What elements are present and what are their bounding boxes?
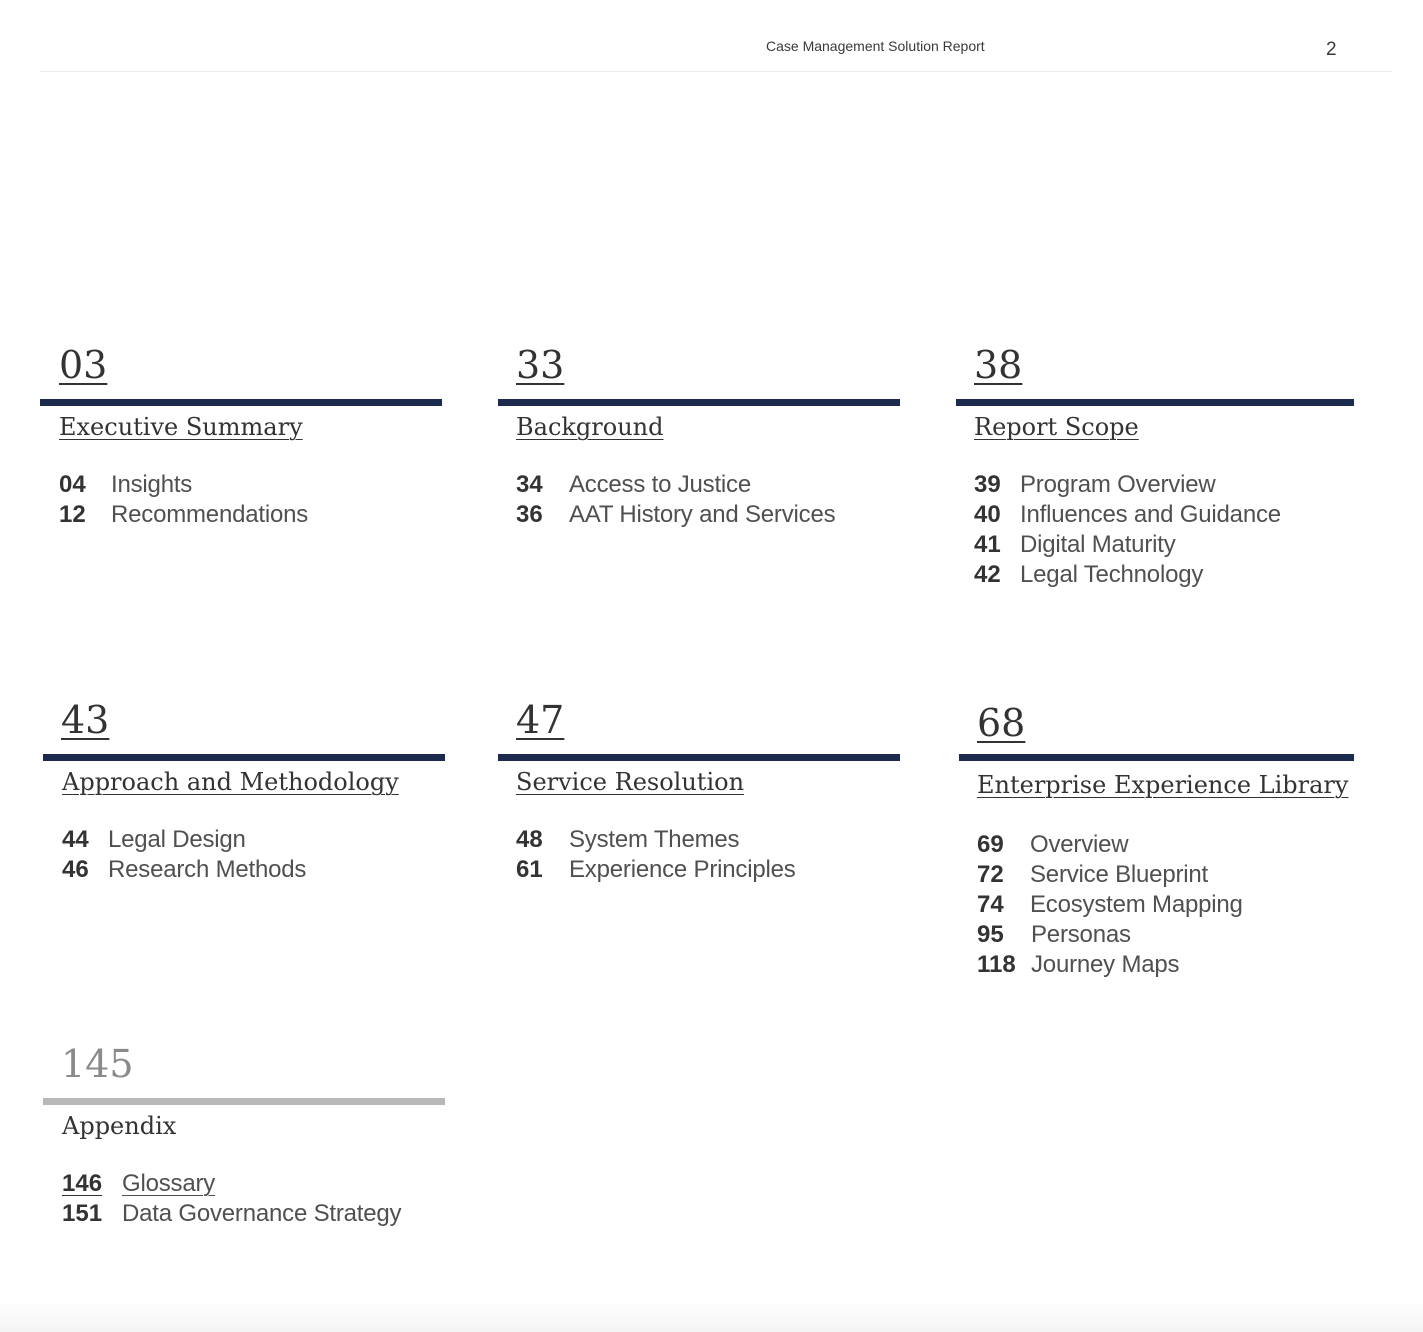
header-divider (40, 71, 1392, 72)
toc-item-page: 69 (977, 831, 1004, 858)
toc-item-label: System Themes (569, 826, 740, 853)
toc-item-page: 42 (974, 561, 1001, 588)
toc-item-label: Glossary (122, 1170, 216, 1197)
section-divider-bar (498, 754, 900, 761)
toc-item-page: 39 (974, 471, 1001, 498)
toc-item-page: 36 (516, 501, 543, 528)
toc-item-page: 46 (62, 856, 89, 883)
toc-item-label: Service Blueprint (1030, 861, 1209, 888)
page-bottom-shade (0, 1300, 1423, 1332)
toc-item-page: 34 (516, 471, 543, 498)
toc-item-page: 41 (974, 531, 1001, 558)
section-title[interactable]: Service Resolution (516, 768, 745, 796)
section-page-number: 145 (61, 1042, 134, 1086)
toc-item-page: 146 (62, 1170, 103, 1197)
toc-item-page: 74 (977, 891, 1004, 918)
section-page-number[interactable]: 33 (516, 343, 565, 387)
toc-item-page: 04 (59, 471, 86, 498)
section-page-number[interactable]: 68 (977, 701, 1026, 745)
section-divider-bar (43, 1098, 445, 1105)
toc-item-label: Insights (111, 471, 193, 498)
toc-item-label: Research Methods (108, 856, 307, 883)
section-divider-bar (498, 399, 900, 406)
toc-item-page: 44 (62, 826, 89, 853)
section-title: Appendix (62, 1112, 177, 1140)
report-title: Case Management Solution Report (766, 38, 985, 54)
section-page-number[interactable]: 38 (974, 343, 1023, 387)
section-page-number[interactable]: 47 (516, 698, 565, 742)
page-number: 2 (1326, 39, 1337, 60)
section-title[interactable]: Approach and Methodology (62, 768, 399, 796)
toc-item-label: Journey Maps (1031, 951, 1180, 978)
toc-item-label: Legal Technology (1020, 561, 1204, 588)
section-divider-bar (43, 754, 445, 761)
toc-item-page: 40 (974, 501, 1001, 528)
toc-item-label: Experience Principles (569, 856, 796, 883)
toc-item-page: 48 (516, 826, 543, 853)
section-title[interactable]: Enterprise Experience Library (977, 771, 1349, 799)
toc-item-label: Access to Justice (569, 471, 752, 498)
toc-item-label: Recommendations (111, 501, 309, 528)
section-divider-bar (40, 399, 442, 406)
toc-item-page: 151 (62, 1200, 103, 1227)
toc-item-label: Program Overview (1020, 471, 1216, 498)
section-divider-bar (956, 399, 1354, 406)
toc-item-label: Influences and Guidance (1020, 501, 1281, 528)
toc-item-page: 61 (516, 856, 543, 883)
toc-item-page: 118 (977, 951, 1016, 978)
toc-item-label: Overview (1030, 831, 1129, 858)
toc-item-label: Personas (1031, 921, 1131, 948)
toc-item-label: Data Governance Strategy (122, 1200, 402, 1227)
toc-item-page: 95 (977, 921, 1004, 948)
section-divider-bar (959, 754, 1354, 761)
toc-item-label: Ecosystem Mapping (1030, 891, 1243, 918)
section-page-number[interactable]: 03 (59, 343, 108, 387)
section-title[interactable]: Background (516, 413, 664, 441)
toc-item-label: AAT History and Services (569, 501, 836, 528)
section-title[interactable]: Report Scope (974, 413, 1139, 441)
toc-item-page: 72 (977, 861, 1004, 888)
section-title[interactable]: Executive Summary (59, 413, 303, 441)
toc-item-label: Digital Maturity (1020, 531, 1176, 558)
toc-item-page: 12 (59, 501, 86, 528)
toc-item-label: Legal Design (108, 826, 246, 853)
section-page-number[interactable]: 43 (61, 698, 110, 742)
